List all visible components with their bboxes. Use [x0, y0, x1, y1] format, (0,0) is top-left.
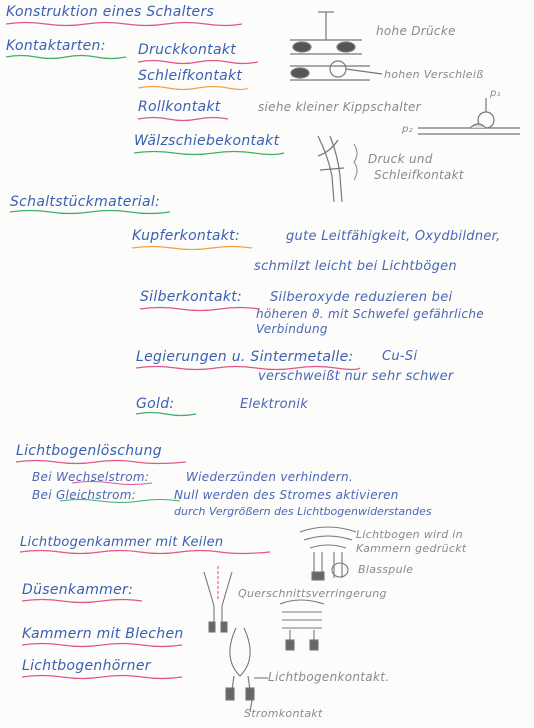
title-underline: [6, 23, 242, 26]
gleich-label: Bei Gleichstrom:: [32, 488, 137, 502]
kupfer-underline: [132, 247, 252, 250]
page-title: Konstruktion eines Schalters: [6, 4, 215, 20]
loeschung-label: Lichtbogenlöschung: [16, 443, 162, 459]
waelz-sketch: [318, 136, 357, 202]
kontakt-item-waelz: Wälzschiebekontakt: [134, 133, 280, 149]
label-p2: p₂: [402, 124, 413, 135]
material-label: Schaltstückmaterial:: [10, 194, 161, 210]
label-p1: p₁: [490, 88, 501, 99]
silber-label: Silberkontakt:: [140, 289, 243, 305]
bleche-underline: [22, 644, 182, 647]
wechsel-label: Bei Wechselstrom:: [32, 470, 150, 484]
gleich-line-2: durch Vergrößern des Lichtbogenwiderstandes: [174, 505, 432, 518]
stromkontakt-label: Stromkontakt: [244, 707, 323, 720]
waelz-underline: [134, 152, 284, 155]
note-hohe-druecke: hohe Drücke: [376, 24, 456, 38]
kontakt-item-druck: Druckkontakt: [138, 42, 237, 58]
note-kippschalter: siehe kleiner Kippschalter: [258, 100, 421, 114]
schleif-underline: [138, 87, 248, 90]
schleifkontakt-sketch: [290, 61, 382, 80]
note-druck-und: Druck und: [368, 152, 433, 166]
note-schleifkontakt: Schleifkontakt: [374, 168, 464, 182]
kammer-note-1: Lichtbogen wird in: [356, 528, 463, 541]
hoerner-label: Lichtbogenhörner: [22, 658, 151, 674]
duesen-sketch: [204, 566, 232, 632]
hoerner-sketch: [226, 628, 268, 712]
silber-underline: [140, 308, 260, 311]
kammer-note-2: Kammern gedrückt: [356, 542, 467, 555]
kammer-underline: [20, 551, 270, 554]
wechsel-value: Wiederzünden verhindern.: [186, 470, 353, 484]
druck-underline: [138, 61, 258, 64]
silber-line-2: höheren ϑ. mit Schwefel gefährliche: [256, 307, 484, 321]
hoerner-underline: [22, 676, 182, 679]
legierung-value: Cu-Si: [382, 349, 418, 364]
duesen-underline: [22, 600, 142, 603]
roll-underline: [138, 118, 228, 121]
kupfer-line-1: gute Leitfähigkeit, Oxydbildner,: [286, 229, 501, 244]
bleche-sketch: [280, 600, 324, 650]
silber-line-1: Silberoxyde reduzieren bei: [270, 290, 453, 305]
kontakt-item-schleif: Schleifkontakt: [138, 68, 243, 84]
loeschung-underline: [16, 461, 186, 464]
bleche-label: Kammern mit Blechen: [22, 626, 184, 642]
gold-value: Elektronik: [240, 397, 309, 412]
druckkontakt-sketch: [290, 12, 362, 54]
kontaktarten-underline: [6, 56, 126, 59]
legierung-line-2: verschweißt nur sehr schwer: [258, 369, 454, 384]
duesen-label: Düsenkammer:: [22, 582, 134, 598]
note-verschleiss: hohen Verschleiß: [384, 68, 484, 81]
legierung-label: Legierungen u. Sintermetalle:: [136, 349, 354, 365]
silber-line-3: Verbindung: [256, 322, 328, 336]
gleich-line-1: Null werden des Stromes aktivieren: [174, 488, 399, 502]
kammer-label: Lichtbogenkammer mit Keilen: [20, 535, 224, 550]
duesen-note: Querschnittsverringerung: [238, 587, 387, 600]
gold-underline: [136, 413, 196, 416]
kupfer-label: Kupferkontakt:: [132, 228, 240, 244]
kammer-sketch: [300, 527, 356, 580]
gold-label: Gold:: [136, 396, 175, 412]
kupfer-line-2: schmilzt leicht bei Lichtbögen: [254, 259, 457, 274]
lichtbogenkontakt-label: Lichtbogenkontakt.: [268, 670, 390, 684]
material-underline: [10, 211, 170, 214]
blasspule-label: Blasspule: [358, 563, 414, 576]
kontakt-item-roll: Rollkontakt: [138, 99, 221, 115]
kontaktarten-label: Kontaktarten:: [6, 38, 106, 54]
rollkontakt-sketch: [418, 98, 520, 134]
